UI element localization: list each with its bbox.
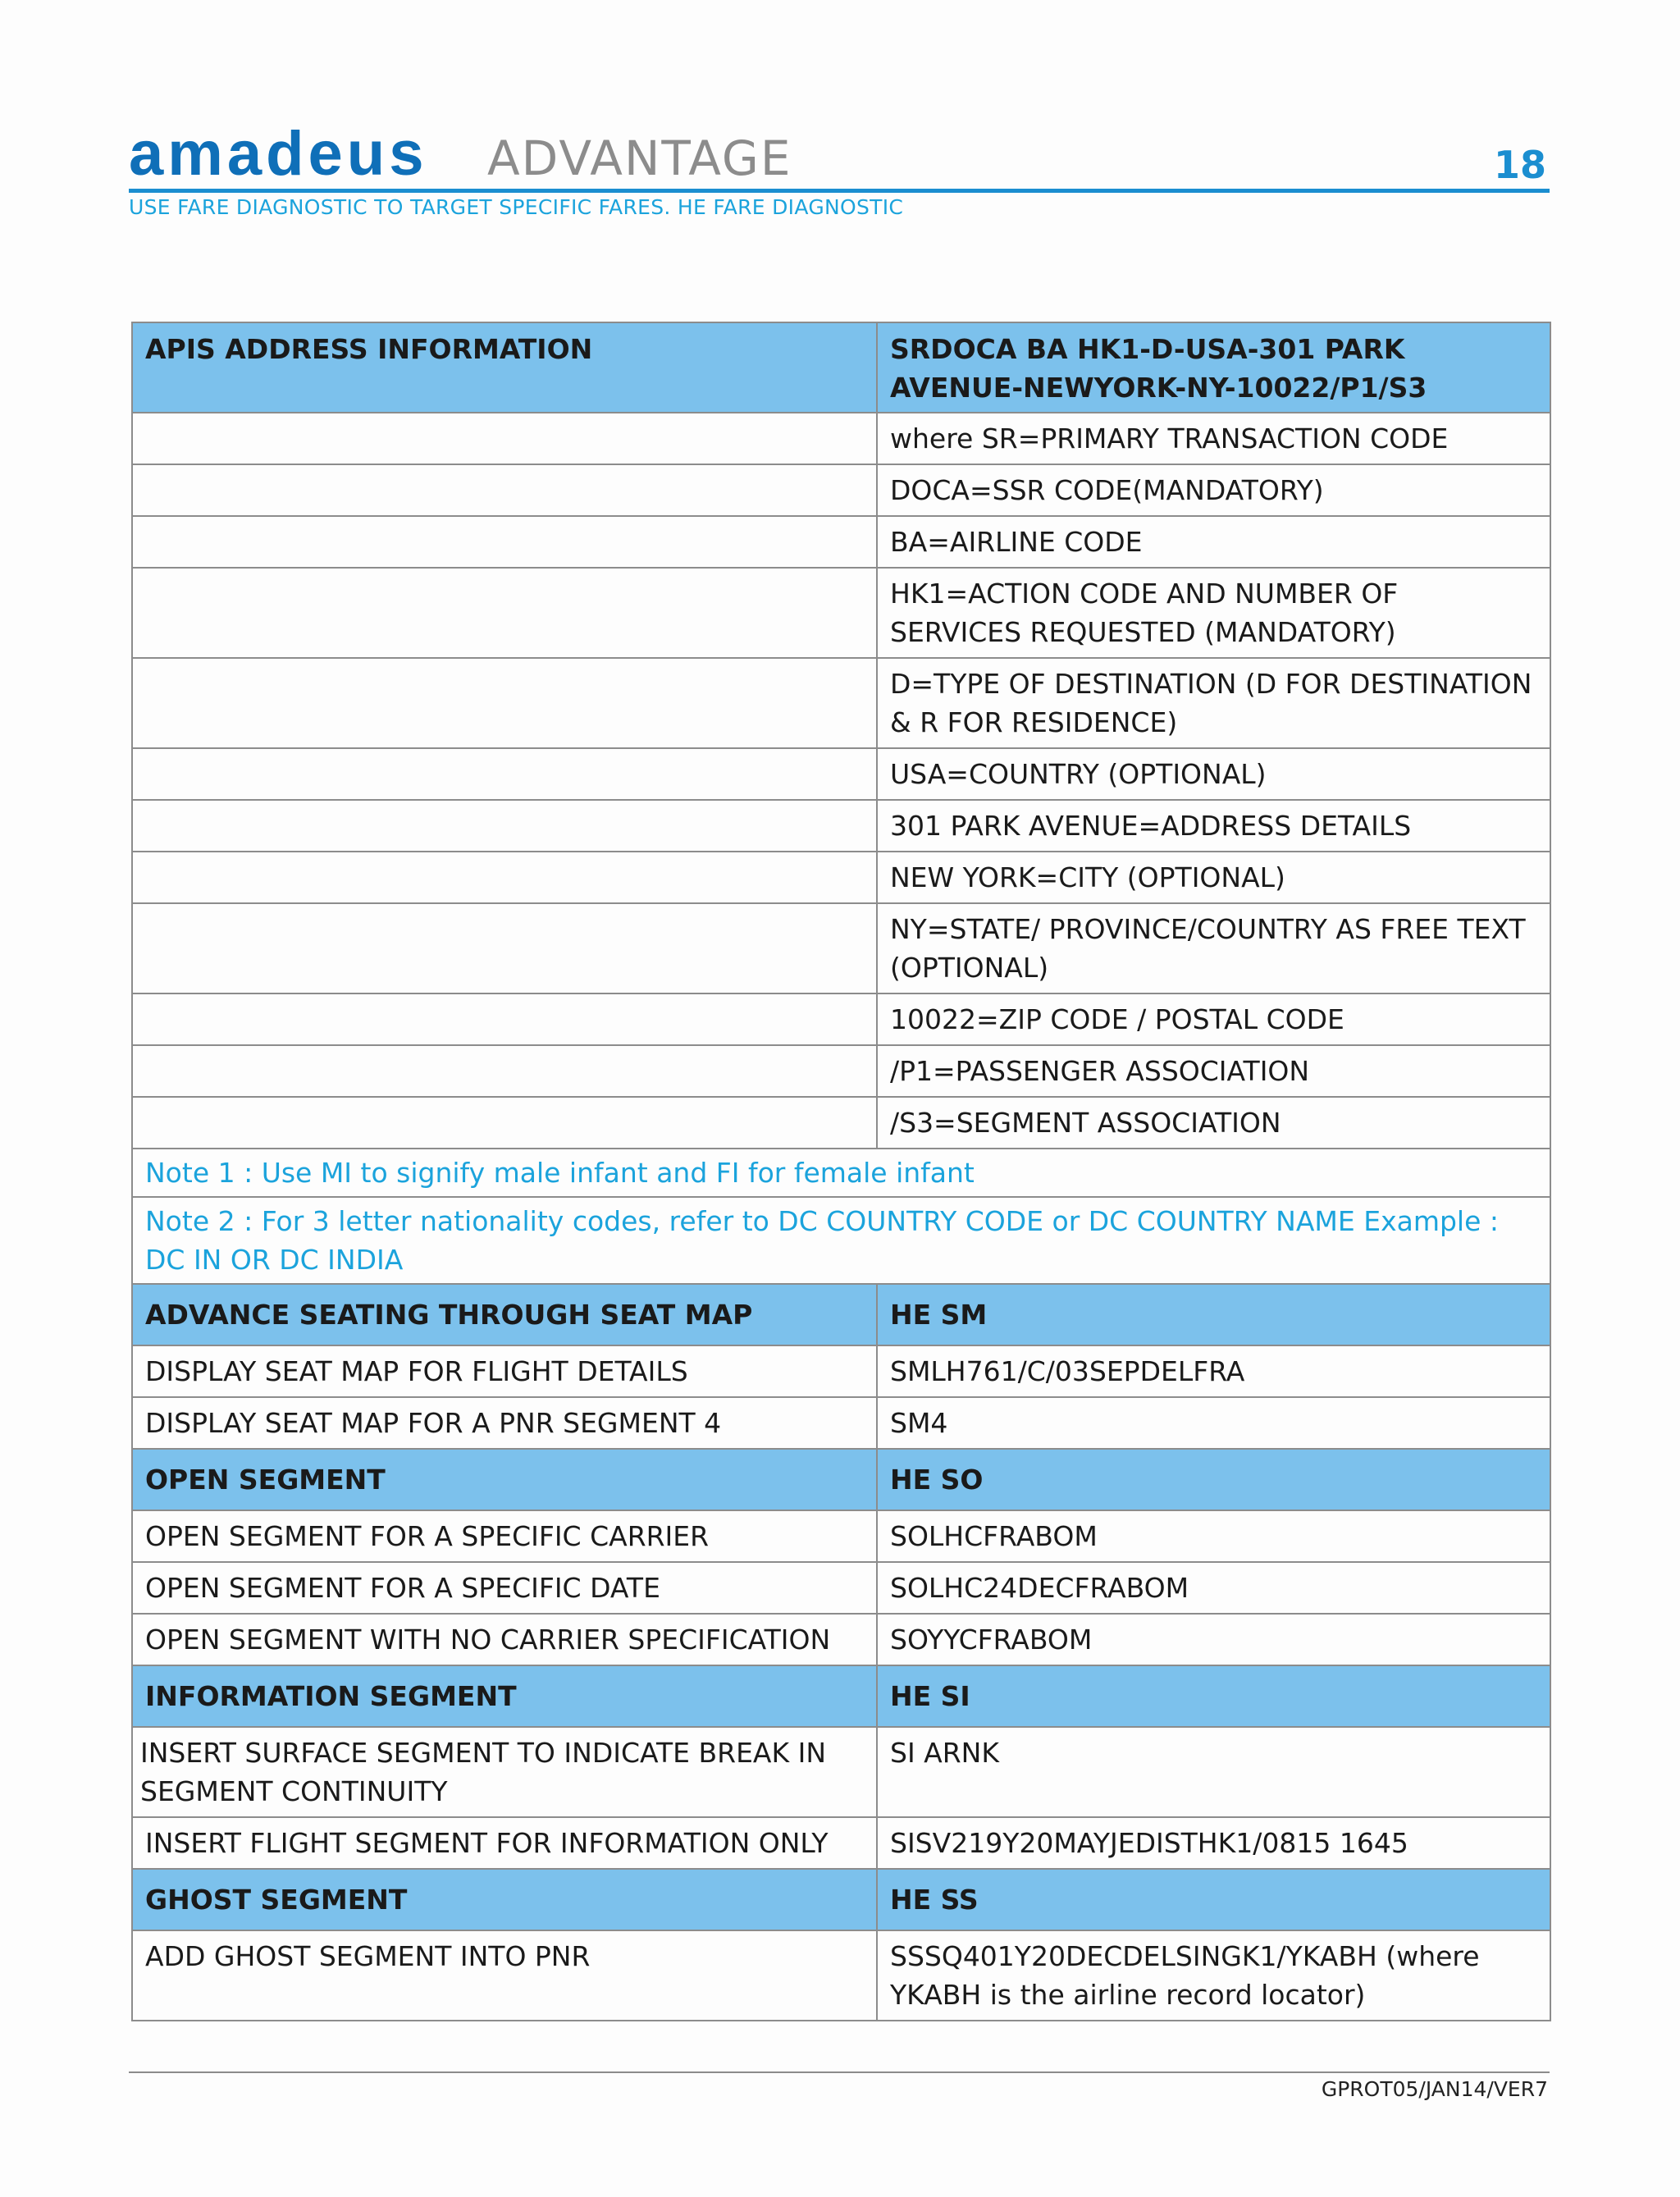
table-row — [132, 568, 1550, 658]
table-row — [132, 852, 1550, 903]
detail-cell: NEW YORK=CITY (OPTIONAL) — [877, 852, 1550, 903]
note-1: Note 1 : Use MI to signify male infant and FI for female infant — [132, 1149, 1550, 1197]
description-cell: OPEN SEGMENT FOR A SPECIFIC DATE — [132, 1562, 877, 1614]
table-row — [132, 800, 1550, 852]
detail-cell: DOCA=SSR CODE(MANDATORY) — [877, 464, 1550, 516]
amadeus-logo: amadeus — [129, 119, 428, 189]
table-row — [132, 1045, 1550, 1097]
page-header — [129, 119, 1550, 193]
table-row — [132, 516, 1550, 568]
section-title: APIS ADDRESS INFORMATION — [132, 322, 877, 413]
detail-cell: where SR=PRIMARY TRANSACTION CODE — [877, 413, 1550, 464]
empty-cell — [132, 1045, 877, 1097]
detail-cell: D=TYPE OF DESTINATION (D FOR DESTINATION & R FOR RESIDENCE) — [877, 658, 1550, 748]
footer-divider — [129, 2071, 1550, 2073]
table-row — [132, 1097, 1550, 1149]
detail-cell: 10022=ZIP CODE / POSTAL CODE — [877, 993, 1550, 1045]
detail-cell: /S3=SEGMENT ASSOCIATION — [877, 1097, 1550, 1149]
document-version-code: GPROT05/JAN14/VER7 — [1321, 2077, 1548, 2101]
table-row — [132, 658, 1550, 748]
empty-cell — [132, 1097, 877, 1149]
section-help-command: HE SM — [877, 1284, 1550, 1345]
page-number: 18 — [1493, 143, 1546, 187]
detail-cell: /P1=PASSENGER ASSOCIATION — [877, 1045, 1550, 1097]
description-cell: ADD GHOST SEGMENT INTO PNR — [132, 1930, 877, 2021]
table-row — [132, 1930, 1550, 2021]
empty-cell — [132, 748, 877, 800]
command-cell: SMLH761/C/03SEPDELFRA — [877, 1345, 1550, 1397]
note-row — [132, 1149, 1550, 1197]
section-header-ghost-segment — [132, 1869, 1550, 1930]
empty-cell — [132, 852, 877, 903]
table-row — [132, 993, 1550, 1045]
command-cell: SOLHC24DECFRABOM — [877, 1562, 1550, 1614]
command-reference-table — [131, 322, 1551, 2021]
table-row — [132, 748, 1550, 800]
section-help-command: HE SI — [877, 1665, 1550, 1727]
note-row — [132, 1197, 1550, 1284]
empty-cell — [132, 658, 877, 748]
section-command: SRDOCA BA HK1-D-USA-301 PARK AVENUE-NEWYORK-NY-10022/P1/S3 — [877, 322, 1550, 413]
detail-cell: NY=STATE/ PROVINCE/COUNTRY AS FREE TEXT (OPTIONAL) — [877, 903, 1550, 993]
detail-cell: HK1=ACTION CODE AND NUMBER OF SERVICES REQUESTED (MANDATORY) — [877, 568, 1550, 658]
empty-cell — [132, 464, 877, 516]
section-header-information-segment — [132, 1665, 1550, 1727]
section-header-apis — [132, 322, 1550, 413]
empty-cell — [132, 413, 877, 464]
note-2: Note 2 : For 3 letter nationality codes, refer to DC COUNTRY CODE or DC COUNTRY NAME Example : DC IN OR DC INDIA — [132, 1197, 1550, 1284]
empty-cell — [132, 516, 877, 568]
detail-cell: BA=AIRLINE CODE — [877, 516, 1550, 568]
product-name: ADVANTAGE — [487, 130, 792, 186]
description-cell: DISPLAY SEAT MAP FOR A PNR SEGMENT 4 — [132, 1397, 877, 1449]
command-cell: SOYYCFRABOM — [877, 1614, 1550, 1665]
table-row — [132, 464, 1550, 516]
section-help-command: HE SS — [877, 1869, 1550, 1930]
description-cell: INSERT SURFACE SEGMENT TO INDICATE BREAK IN SEGMENT CONTINUITY — [132, 1727, 877, 1817]
section-title: OPEN SEGMENT — [132, 1449, 877, 1510]
empty-cell — [132, 903, 877, 993]
table-row — [132, 413, 1550, 464]
table-row — [132, 1345, 1550, 1397]
table-row — [132, 1562, 1550, 1614]
command-cell: SOLHCFRABOM — [877, 1510, 1550, 1562]
table-row — [132, 1614, 1550, 1665]
description-cell: INSERT FLIGHT SEGMENT FOR INFORMATION ONLY — [132, 1817, 877, 1869]
section-title: INFORMATION SEGMENT — [132, 1665, 877, 1727]
section-subtitle: USE FARE DIAGNOSTIC TO TARGET SPECIFIC FARES. HE FARE DIAGNOSTIC — [129, 195, 904, 219]
table-row — [132, 1817, 1550, 1869]
command-cell: SISV219Y20MAYJEDISTHK1/0815 1645 — [877, 1817, 1550, 1869]
section-title: GHOST SEGMENT — [132, 1869, 877, 1930]
section-title: ADVANCE SEATING THROUGH SEAT MAP — [132, 1284, 877, 1345]
description-cell: OPEN SEGMENT FOR A SPECIFIC CARRIER — [132, 1510, 877, 1562]
table-row — [132, 1510, 1550, 1562]
command-cell: SSSQ401Y20DECDELSINGK1/YKABH (where YKABH is the airline record locator) — [877, 1930, 1550, 2021]
section-help-command: HE SO — [877, 1449, 1550, 1510]
section-header-seat-map — [132, 1284, 1550, 1345]
empty-cell — [132, 800, 877, 852]
table-row — [132, 1727, 1550, 1817]
description-cell: DISPLAY SEAT MAP FOR FLIGHT DETAILS — [132, 1345, 877, 1397]
table-row — [132, 1397, 1550, 1449]
command-cell: SM4 — [877, 1397, 1550, 1449]
command-cell: SI ARNK — [877, 1727, 1550, 1817]
empty-cell — [132, 993, 877, 1045]
description-cell: OPEN SEGMENT WITH NO CARRIER SPECIFICATION — [132, 1614, 877, 1665]
section-header-open-segment — [132, 1449, 1550, 1510]
empty-cell — [132, 568, 877, 658]
detail-cell: USA=COUNTRY (OPTIONAL) — [877, 748, 1550, 800]
table-row — [132, 903, 1550, 993]
detail-cell: 301 PARK AVENUE=ADDRESS DETAILS — [877, 800, 1550, 852]
